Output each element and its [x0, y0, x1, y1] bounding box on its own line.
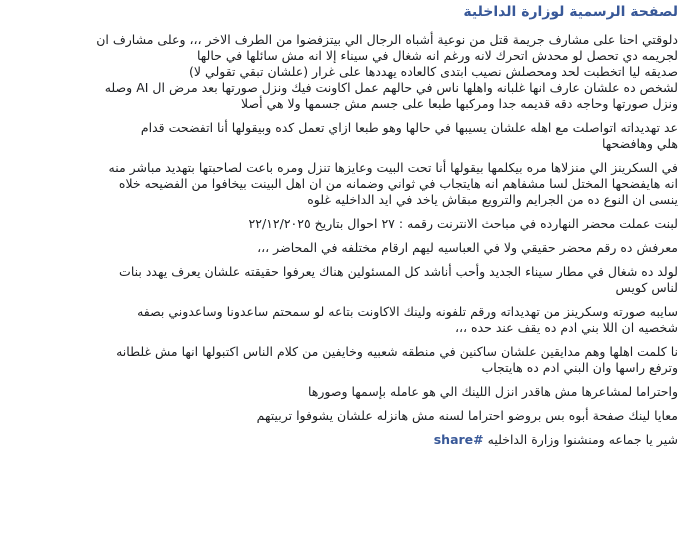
- post-line: دلوقتي احنا على مشارف جريمة قتل من نوعية أشباه الرجال الي بيتزفضوا من الطرف الاخر ،،، وعلى مشارف ان: [96, 32, 678, 47]
- post-line: هلي وهافضحها: [601, 136, 678, 151]
- post-paragraph-10: [0, 408, 678, 424]
- post-line: نا كلمت اهلها وهم مدايقين علشان ساكنين في منطقه شعبيه وخايفين من كلام الناس اكتبولها انها مش غلطانه: [116, 344, 678, 359]
- post-line: معرفش ده رقم محضر حقيقي ولا في العباسيه ليهم ارقام مختلفه في المحاضر ،،،: [257, 240, 678, 255]
- post-line: عد تهديداته اتواصلت مع اهله علشان يسيبها في حالها وهو طبعا ازاي تعمل كده وبيقولها أنا اتفضحت قدام: [140, 120, 678, 135]
- post-line: ونزل صورتها وحاجه دقه قديمه جدا ومركبها طبعا على جسم مش جسمها ولا هي أصلا: [241, 96, 678, 111]
- share-line: [0, 432, 678, 448]
- post-paragraph-3: [0, 160, 678, 208]
- post-paragraph-6: [0, 264, 678, 296]
- post-line: شخصيه ان اللا بني ادم ده يقف عند حده ،،،: [454, 320, 678, 335]
- post-paragraph-4: [0, 216, 678, 232]
- post-line: معايا لينك صفحة أبوه بس بروضو احتراما لسنه مش هانزله علشان يشوفوا تربيتهم: [256, 408, 678, 423]
- post-line: ينسى ان النوع ده من الجرايم والترويع مبقاش ياخد في ايد الداخليه غلوه: [307, 192, 678, 207]
- post-line: واحتراما لمشاعرها مش هاقدر انزل اللينك الي هو عامله بإسمها وصورها: [307, 384, 678, 399]
- post-paragraph-2: [0, 120, 678, 152]
- post-paragraph-1: [0, 32, 678, 112]
- post-paragraph-8: [0, 344, 678, 376]
- post-line: لناس كويس: [615, 280, 678, 295]
- post-line: لشخص ده علشان عارف انها غلبانه واهلها ناس في حالهم عمل اكاونت فيك ونزل صورتها بعد مرض ال AI وصله: [104, 80, 678, 95]
- post-paragraph-5: [0, 240, 678, 256]
- post-line: لجريمه دي تحصل لو محدش اتحرك لانه ورغم انه شغال في سيناء إلا انه مش سائلها في حالها: [196, 48, 678, 63]
- post-line: في السكرينز الي منزلاها مره بيكلمها بيقولها أنا تحت البيت وعايزها تنزل ومره باعت لصاحبتها بتهديد مباشر منه: [108, 160, 678, 175]
- post-line: لبنت عملت محضر النهارده في مباحث الانترنت رقمه : ٢٧ احوال بتاريخ ٢٢/١٢/٢٠٢٥: [248, 216, 678, 231]
- post-paragraph-7: [0, 304, 678, 336]
- post-paragraph-9: [0, 384, 678, 400]
- share-hashtag-link[interactable]: #share: [433, 432, 484, 447]
- post-line: انه هايفضحها المختل لسا مشفاهم انه هايتجاب في ثواني وضمانه من ان اهل البينت بيخافوا من الفضيحه خلاه: [118, 176, 678, 191]
- share-text: شير يا جماعه ومنشنوا وزارة الداخليه: [487, 432, 678, 447]
- page-link[interactable]: لصفحة الرسمية لوزارة الداخلية: [463, 4, 678, 20]
- post-footer: [0, 432, 678, 448]
- post-line: صديقه ليا اتخطبت لحد ومحصلش نصيب ابتدى كالعاده يهددها على غرار (علشان تبقي تقولي لا): [189, 64, 678, 79]
- post-line: وترفع راسها وان البني ادم ده هايتجاب: [481, 360, 678, 375]
- post-line: لولد ده شغال في مطار سيناء الجديد وأحب أناشد كل المسئولين هناك يعرفوا حقيقته علشان يعرف يهدد بنات: [119, 264, 678, 279]
- post-line: سايبه صورته وسكرينز من تهديداته ورقم تلفونه ولينك الاكاونت بتاعه لو سمحتم ساعدونا وساعدوني بصفه: [137, 304, 678, 319]
- post-body: [0, 32, 678, 456]
